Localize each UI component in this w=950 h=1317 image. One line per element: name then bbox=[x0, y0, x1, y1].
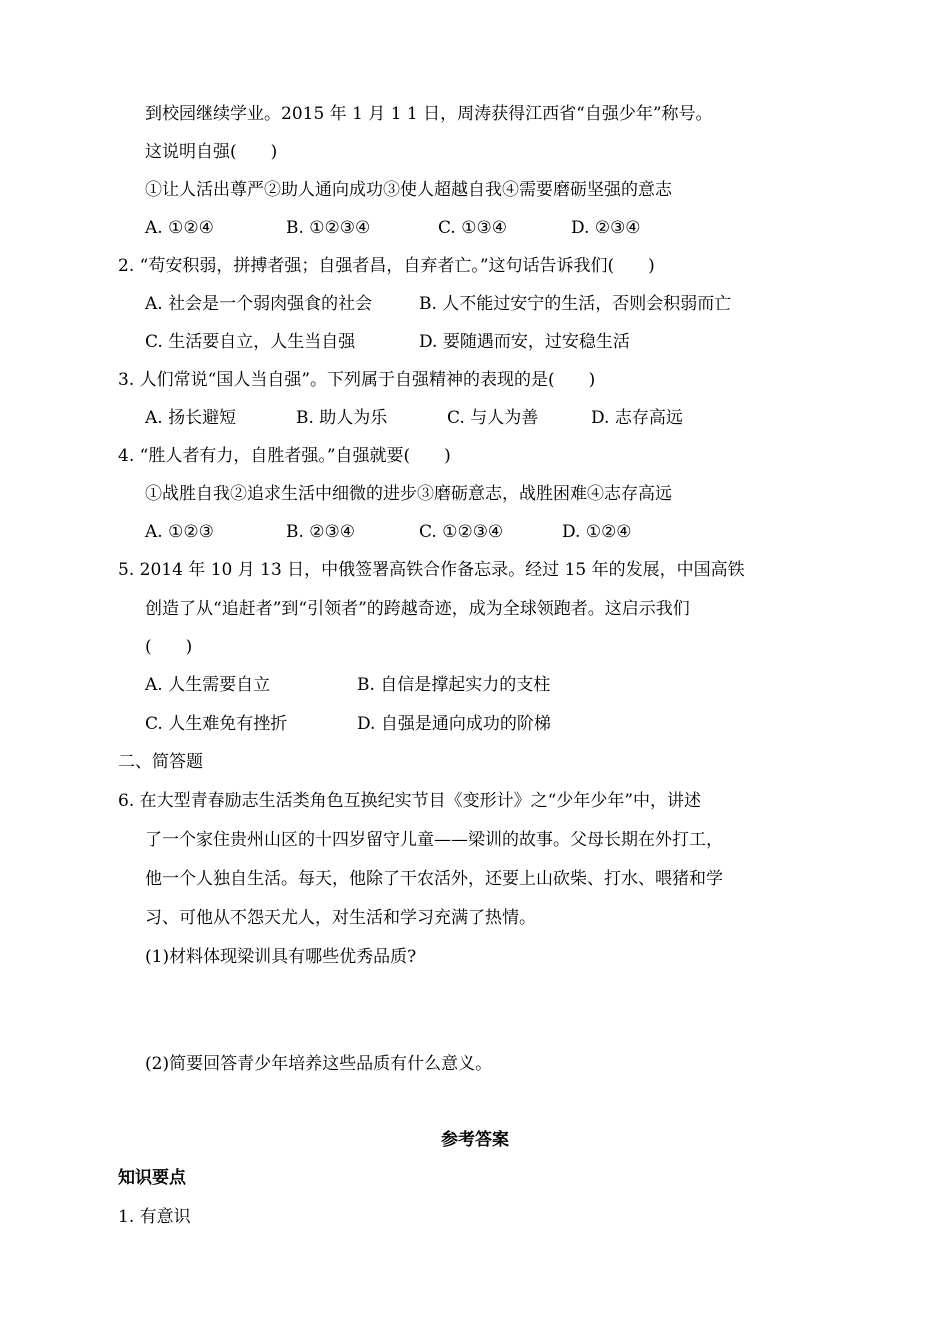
option-d: D. ①②④ bbox=[562, 522, 632, 542]
option-b: B. ②③④ bbox=[286, 522, 356, 542]
question-4: 4. “胜人者有力，自胜者强。”自强就要( ) bbox=[118, 446, 451, 466]
text-line: 他一个人独自生活。每天，他除了干农活外，还要上山砍柴、打水、喂猪和学 bbox=[145, 869, 723, 889]
question-6: 6. 在大型青春励志生活类角色互换纪实节目《变形计》之“少年少年”中，讲述 bbox=[118, 791, 702, 811]
text-line: 了一个家住贵州山区的十四岁留守儿童——梁训的故事。父母长期在外打工， bbox=[145, 830, 723, 850]
option-b: B. ①②③④ bbox=[286, 218, 371, 238]
option-a: A. ①②④ bbox=[145, 218, 214, 238]
option-a: A. 人生需要自立 bbox=[145, 675, 271, 695]
text-line: ①让人活出尊严②助人通向成功③使人超越自我④需要磨砺坚强的意志 bbox=[145, 180, 672, 200]
sub-question-2: (2)简要回答青少年培养这些品质有什么意义。 bbox=[145, 1054, 493, 1074]
question-2: 2. “苟安积弱，拼搏者强；自强者昌，自弃者亡。”这句话告诉我们( ) bbox=[118, 256, 655, 276]
option-c: C. 人生难免有挫折 bbox=[145, 714, 288, 734]
text-line: 创造了从“追赶者”到“引领者”的跨越奇迹，成为全球领跑者。这启示我们 bbox=[145, 599, 690, 619]
option-d: D. 要随遇而安，过安稳生活 bbox=[419, 332, 630, 352]
answer-line: 1. 有意识 bbox=[118, 1207, 191, 1227]
option-c: C. ①③④ bbox=[438, 218, 507, 238]
option-b: B. 自信是撑起实力的支柱 bbox=[357, 675, 551, 695]
text-line: ( ) bbox=[145, 637, 193, 657]
sub-question-1: (1)材料体现梁训具有哪些优秀品质? bbox=[145, 947, 417, 967]
option-c: C. ①②③④ bbox=[419, 522, 504, 542]
option-a: A. 社会是一个弱肉强食的社会 bbox=[145, 294, 373, 314]
option-b: B. 人不能过安宁的生活，否则会积弱而亡 bbox=[419, 294, 732, 314]
answer-title: 参考答案 bbox=[441, 1130, 509, 1150]
option-d: D. ②③④ bbox=[571, 218, 641, 238]
option-a: A. ①②③ bbox=[145, 522, 214, 542]
section-heading: 二、简答题 bbox=[118, 752, 203, 772]
question-3: 3. 人们常说“国人当自强”。下列属于自强精神的表现的是( ) bbox=[118, 370, 596, 390]
question-5: 5. 2014 年 10 月 13 日，中俄签署高铁合作备忘录。经过 15 年的发展，中国高铁 bbox=[118, 560, 745, 580]
text-line: 习、可他从不怨天尤人，对生活和学习充满了热情。 bbox=[145, 908, 536, 928]
text-line: 这说明自强( ) bbox=[145, 142, 278, 162]
knowledge-heading: 知识要点 bbox=[118, 1168, 186, 1188]
option-c: C. 生活要自立，人生当自强 bbox=[145, 332, 356, 352]
text-line: 到校园继续学业。2015 年 1 月 1 1 日，周涛获得江西省“自强少年”称号。 bbox=[145, 104, 713, 124]
option-b: B. 助人为乐 bbox=[296, 408, 388, 428]
option-c: C. 与人为善 bbox=[447, 408, 539, 428]
text-line: ①战胜自我②追求生活中细微的进步③磨砺意志，战胜困难④志存高远 bbox=[145, 484, 672, 504]
option-d: D. 自强是通向成功的阶梯 bbox=[357, 714, 551, 734]
option-d: D. 志存高远 bbox=[591, 408, 683, 428]
option-a: A. 扬长避短 bbox=[145, 408, 237, 428]
